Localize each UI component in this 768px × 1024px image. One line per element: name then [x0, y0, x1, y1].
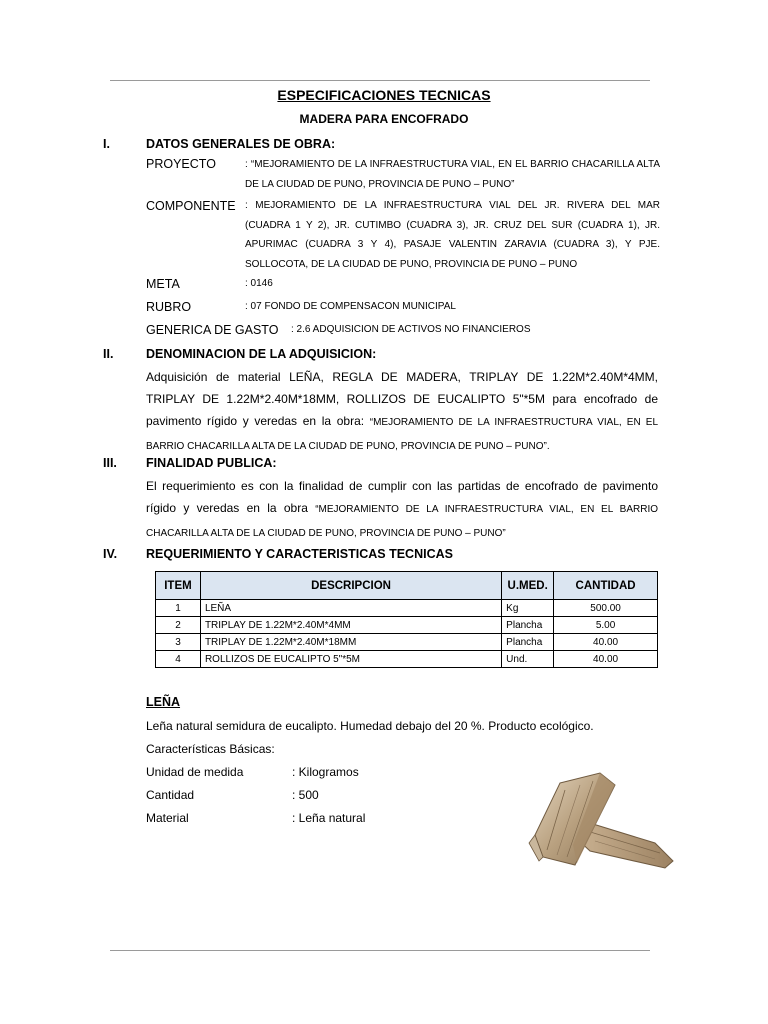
- section-2-heading: [103, 347, 376, 361]
- cantidad-cell: 5.00: [554, 617, 658, 634]
- meta-label: META: [146, 277, 180, 291]
- cantidad-cell: 40.00: [554, 651, 658, 668]
- unidad-value: : Kilogramos: [292, 765, 359, 779]
- section-4-heading: [103, 547, 453, 561]
- item-cell: 2: [156, 617, 201, 634]
- section-title: DENOMINACION DE LA ADQUISICION:: [146, 347, 377, 361]
- section-3-heading: [103, 456, 277, 470]
- footer-rule: [110, 950, 650, 951]
- denominacion-project: “MEJORAMIENTO DE LA INFRAESTRUCTURA VIAL, EN EL BARRIO CHACARILLA ALTA DE LA CIUDAD DE PUNO, PROVINCIA DE PUNO – PUNO”.: [146, 417, 659, 452]
- table-row: [156, 651, 658, 668]
- cantidad-label: Cantidad: [146, 788, 195, 802]
- finalidad-text: El requerimiento es con la finalidad de cumplir con las partidas de encofrado de pavimento rígido y veredas en la obra: [146, 479, 658, 515]
- componente-value: : MEJORAMIENTO DE LA INFRAESTRUCTURA VIAL DEL JR. RIVERA DEL MAR (CUADRA 1 Y 2), JR. CUTIMBO (CUADRA 3), JR. CRUZ DEL SUR (CUADRA 1), JR. APURIMAC (CUADRA 3 Y 4), PASAJE VALENTIN ZARAVIA (CUADRA 3), Y PJE. SOLLOCOTA, DE LA CIUDAD DE PUNO, PROVINCIA DE PUNO – PUNO: [245, 200, 660, 270]
- generica-value: : 2.6 ADQUISICION DE ACTIVOS NO FINANCIEROS: [291, 324, 531, 335]
- lena-characteristics-label: Características Básicas:: [146, 742, 275, 756]
- denominacion-text: Adquisición de material LEÑA, REGLA DE MADERA, TRIPLAY DE 1.22M*2.40M*4MM, TRIPLAY DE 1.22M*2.40M*18MM, ROLLIZOS DE EUCALIPTO 5"*5M para encofrado de pavimento rígido y veredas en la obra:: [146, 370, 658, 428]
- descripcion-cell: TRIPLAY DE 1.22M*2.40M*4MM: [200, 617, 501, 634]
- table-row: [156, 600, 658, 617]
- umed-cell: Plancha: [502, 634, 554, 651]
- generica-label: GENERICA DE GASTO: [146, 323, 279, 337]
- table-header-umed: U.MED.: [502, 572, 554, 600]
- item-cell: 1: [156, 600, 201, 617]
- componente-label: COMPONENTE: [146, 199, 236, 213]
- denominacion-paragraph: [146, 366, 658, 458]
- descripcion-cell: TRIPLAY DE 1.22M*2.40M*18MM: [200, 634, 501, 651]
- lena-description: Leña natural semidura de eucalipto. Humedad debajo del 20 %. Producto ecológico.: [146, 719, 594, 733]
- proyecto-value: : “MEJORAMIENTO DE LA INFRAESTRUCTURA VIAL, EN EL BARRIO CHACARILLA ALTA DE LA CIUDAD DE PUNO, PROVINCIA DE PUNO – PUNO”: [245, 159, 660, 190]
- section-title: FINALIDAD PUBLICA:: [146, 456, 277, 470]
- umed-cell: Und.: [502, 651, 554, 668]
- unidad-label: Unidad de medida: [146, 765, 244, 779]
- document-subtitle: MADERA PARA ENCOFRADO: [299, 112, 469, 126]
- material-value: : Leña natural: [292, 811, 366, 825]
- header-rule: [110, 80, 650, 81]
- section-1-heading: [103, 137, 335, 151]
- item-cell: 3: [156, 634, 201, 651]
- table-row: [156, 634, 658, 651]
- section-number: III.: [103, 456, 117, 470]
- cantidad-cell: 40.00: [554, 634, 658, 651]
- table-header-descripcion: DESCRIPCION: [200, 572, 501, 600]
- material-label: Material: [146, 811, 189, 825]
- proyecto-label: PROYECTO: [146, 157, 216, 171]
- rubro-label: RUBRO: [146, 300, 192, 314]
- meta-value: : 0146: [245, 278, 273, 289]
- firewood-image: [505, 765, 680, 875]
- section-number: IV.: [103, 547, 118, 561]
- table-row: [156, 617, 658, 634]
- finalidad-paragraph: [146, 475, 658, 545]
- cantidad-value: : 500: [292, 788, 319, 802]
- lena-heading: LEÑA: [146, 695, 181, 709]
- requirements-table: [155, 571, 658, 668]
- document-title: ESPECIFICACIONES TECNICAS: [277, 87, 491, 103]
- cantidad-cell: 500.00: [554, 600, 658, 617]
- umed-cell: Plancha: [502, 617, 554, 634]
- table-header-item: ITEM: [156, 572, 201, 600]
- descripcion-cell: ROLLIZOS DE EUCALIPTO 5"*5M: [200, 651, 501, 668]
- item-cell: 4: [156, 651, 201, 668]
- finalidad-project: “MEJORAMIENTO DE LA INFRAESTRUCTURA VIAL, EN EL BARRIO CHACARILLA ALTA DE LA CIUDAD DE PUNO, PROVINCIA DE PUNO – PUNO”: [146, 504, 659, 539]
- descripcion-cell: LEÑA: [200, 600, 501, 617]
- rubro-value: : 07 FONDO DE COMPENSACON MUNICIPAL: [245, 301, 456, 312]
- umed-cell: Kg: [502, 600, 554, 617]
- table-header-cantidad: CANTIDAD: [554, 572, 658, 600]
- section-number: I.: [103, 137, 110, 151]
- section-number: II.: [103, 347, 114, 361]
- section-title: DATOS GENERALES DE OBRA:: [146, 137, 336, 151]
- section-title: REQUERIMIENTO Y CARACTERISTICAS TECNICAS: [146, 547, 453, 561]
